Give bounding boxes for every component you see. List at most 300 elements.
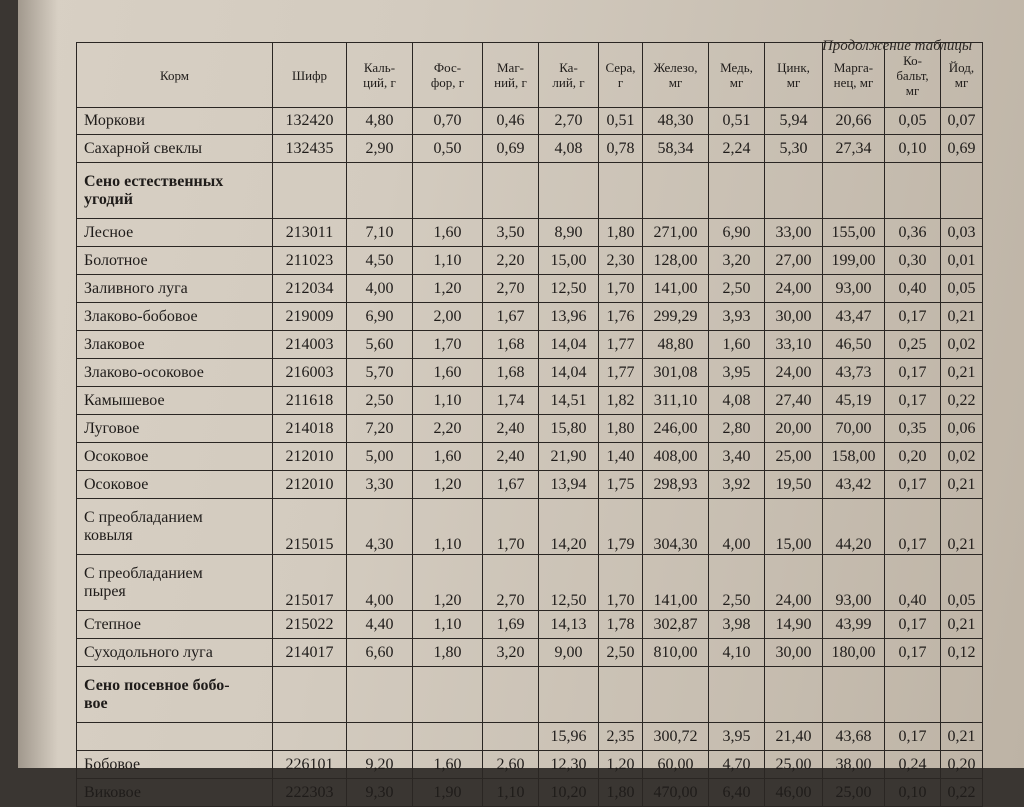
feed-name-cell [77,723,273,751]
value-cell: 2,70 [539,108,599,135]
value-cell: 0,17 [885,359,941,387]
value-cell: 20,66 [823,108,885,135]
value-cell [941,667,983,723]
feed-name-cell: Виковое [77,779,273,807]
table-row [77,443,983,471]
table-row [77,639,983,667]
table-row [77,331,983,359]
value-cell: 0,17 [885,303,941,331]
value-cell [413,723,483,751]
value-cell [347,667,413,723]
value-cell: 19,50 [765,471,823,499]
value-cell: 2,40 [483,415,539,443]
value-cell: 4,00 [347,555,413,611]
value-cell: 14,90 [765,611,823,639]
value-cell: 6,40 [709,779,765,807]
value-cell: 2,50 [709,555,765,611]
value-cell: 1,70 [483,499,539,555]
value-cell: 0,05 [941,555,983,611]
value-cell: 0,69 [941,135,983,163]
table-row [77,499,983,555]
value-cell: 25,00 [765,751,823,779]
value-cell [709,163,765,219]
value-cell: 60,00 [643,751,709,779]
value-cell: 0,17 [885,639,941,667]
value-cell: 21,40 [765,723,823,751]
column-header-4: Маг- ний, г [483,43,539,108]
value-cell: 13,96 [539,303,599,331]
value-cell: 0,69 [483,135,539,163]
value-cell: 1,77 [599,331,643,359]
value-cell: 199,00 [823,247,885,275]
table-body [77,108,983,807]
code-cell: 211023 [273,247,347,275]
value-cell: 155,00 [823,219,885,247]
value-cell: 1,10 [413,499,483,555]
value-cell: 5,60 [347,331,413,359]
table-row [77,779,983,807]
code-cell: 211618 [273,387,347,415]
value-cell: 0,10 [885,135,941,163]
column-header-6: Сера, г [599,43,643,108]
value-cell: 0,02 [941,443,983,471]
value-cell: 0,36 [885,219,941,247]
value-cell [823,667,885,723]
value-cell: 1,75 [599,471,643,499]
value-cell: 0,21 [941,499,983,555]
value-cell: 0,70 [413,108,483,135]
table-row [77,723,983,751]
value-cell: 43,68 [823,723,885,751]
value-cell: 1,70 [413,331,483,359]
value-cell: 48,30 [643,108,709,135]
value-cell: 1,60 [709,331,765,359]
feed-name-cell: Моркови [77,108,273,135]
code-cell: 214017 [273,639,347,667]
section-row [77,667,983,723]
column-header-1: Шифр [273,43,347,108]
value-cell: 0,51 [599,108,643,135]
section-title: Сено естественных угодий [77,163,273,219]
value-cell: 1,82 [599,387,643,415]
value-cell: 271,00 [643,219,709,247]
column-header-11: Ко- бальт, мг [885,43,941,108]
value-cell: 27,40 [765,387,823,415]
value-cell: 30,00 [765,303,823,331]
value-cell: 311,10 [643,387,709,415]
value-cell: 1,60 [413,219,483,247]
value-cell: 3,92 [709,471,765,499]
value-cell: 0,24 [885,751,941,779]
value-cell: 9,00 [539,639,599,667]
code-cell: 226101 [273,751,347,779]
value-cell: 3,95 [709,723,765,751]
value-cell: 0,22 [941,779,983,807]
value-cell: 3,95 [709,359,765,387]
feed-name-cell: Лесное [77,219,273,247]
table-header-row [77,43,983,108]
value-cell: 0,51 [709,108,765,135]
value-cell: 12,30 [539,751,599,779]
book-page [18,0,1024,801]
value-cell: 3,93 [709,303,765,331]
value-cell: 0,02 [941,331,983,359]
value-cell: 4,30 [347,499,413,555]
code-cell: 216003 [273,359,347,387]
page-spine-shadow [18,0,58,768]
value-cell: 20,00 [765,415,823,443]
value-cell: 2,40 [483,443,539,471]
value-cell: 5,94 [765,108,823,135]
feed-name-cell: Суходольного луга [77,639,273,667]
value-cell: 0,22 [941,387,983,415]
value-cell: 298,93 [643,471,709,499]
value-cell: 45,19 [823,387,885,415]
value-cell: 0,07 [941,108,983,135]
value-cell [413,163,483,219]
value-cell: 4,80 [347,108,413,135]
value-cell: 1,80 [413,639,483,667]
value-cell: 2,50 [347,387,413,415]
value-cell: 93,00 [823,275,885,303]
value-cell: 141,00 [643,275,709,303]
value-cell: 0,25 [885,331,941,359]
value-cell: 1,20 [599,751,643,779]
table-row [77,247,983,275]
code-cell: 132435 [273,135,347,163]
value-cell: 2,30 [599,247,643,275]
table-row [77,611,983,639]
value-cell: 9,30 [347,779,413,807]
value-cell: 4,00 [347,275,413,303]
value-cell: 43,73 [823,359,885,387]
value-cell: 14,04 [539,359,599,387]
value-cell: 33,10 [765,331,823,359]
column-header-9: Цинк, мг [765,43,823,108]
value-cell: 0,21 [941,359,983,387]
column-header-8: Медь, мг [709,43,765,108]
value-cell: 301,08 [643,359,709,387]
value-cell: 5,70 [347,359,413,387]
value-cell: 3,50 [483,219,539,247]
value-cell: 21,90 [539,443,599,471]
value-cell: 1,68 [483,331,539,359]
value-cell: 5,30 [765,135,823,163]
feed-mineral-table [76,42,983,807]
code-cell: 212034 [273,275,347,303]
value-cell: 3,20 [709,247,765,275]
value-cell: 24,00 [765,555,823,611]
value-cell [483,723,539,751]
table-row [77,359,983,387]
continuation-label: Продолжение таблицы [821,38,972,54]
value-cell: 0,21 [941,611,983,639]
value-cell: 27,00 [765,247,823,275]
value-cell: 2,90 [347,135,413,163]
value-cell: 1,79 [599,499,643,555]
code-cell: 219009 [273,303,347,331]
code-cell [273,723,347,751]
value-cell: 4,00 [709,499,765,555]
value-cell: 0,40 [885,555,941,611]
value-cell: 2,50 [709,275,765,303]
value-cell: 2,50 [599,639,643,667]
value-cell: 408,00 [643,443,709,471]
value-cell: 1,10 [413,611,483,639]
value-cell: 1,69 [483,611,539,639]
column-header-10: Марга- нец, мг [823,43,885,108]
value-cell: 1,20 [413,471,483,499]
value-cell: 10,20 [539,779,599,807]
value-cell: 15,80 [539,415,599,443]
value-cell: 1,70 [599,555,643,611]
value-cell: 1,74 [483,387,539,415]
section-row [77,163,983,219]
column-header-5: Ка- лий, г [539,43,599,108]
column-header-12: Йод, мг [941,43,983,108]
value-cell [765,163,823,219]
value-cell: 48,80 [643,331,709,359]
value-cell [347,163,413,219]
value-cell: 2,00 [413,303,483,331]
value-cell: 3,98 [709,611,765,639]
value-cell [539,163,599,219]
value-cell: 14,13 [539,611,599,639]
feed-name-cell: Камышевое [77,387,273,415]
value-cell: 6,90 [347,303,413,331]
value-cell: 93,00 [823,555,885,611]
feed-name-cell: Осоковое [77,443,273,471]
value-cell: 6,60 [347,639,413,667]
value-cell: 7,10 [347,219,413,247]
value-cell: 0,50 [413,135,483,163]
value-cell: 0,21 [941,303,983,331]
value-cell: 299,29 [643,303,709,331]
value-cell: 1,40 [599,443,643,471]
code-cell: 132420 [273,108,347,135]
code-cell: 213011 [273,219,347,247]
value-cell [539,667,599,723]
value-cell: 2,70 [483,555,539,611]
value-cell: 0,03 [941,219,983,247]
value-cell: 0,21 [941,723,983,751]
value-cell: 4,50 [347,247,413,275]
value-cell [643,163,709,219]
value-cell: 1,10 [413,247,483,275]
value-cell: 0,17 [885,611,941,639]
value-cell: 33,00 [765,219,823,247]
table-row [77,108,983,135]
value-cell [941,163,983,219]
value-cell: 0,30 [885,247,941,275]
value-cell: 1,80 [599,415,643,443]
value-cell: 7,20 [347,415,413,443]
value-cell [347,723,413,751]
value-cell: 1,67 [483,303,539,331]
value-cell: 1,60 [413,359,483,387]
value-cell: 0,78 [599,135,643,163]
value-cell: 46,50 [823,331,885,359]
column-header-0: Корм [77,43,273,108]
value-cell: 0,17 [885,387,941,415]
value-cell: 1,90 [413,779,483,807]
value-cell: 9,20 [347,751,413,779]
value-cell: 3,40 [709,443,765,471]
value-cell: 43,99 [823,611,885,639]
value-cell: 0,20 [885,443,941,471]
feed-name-cell: Злаковое [77,331,273,359]
value-cell: 4,10 [709,639,765,667]
table-row [77,303,983,331]
value-cell: 70,00 [823,415,885,443]
code-cell: 215015 [273,499,347,555]
table-row [77,387,983,415]
value-cell: 3,20 [483,639,539,667]
value-cell: 58,34 [643,135,709,163]
value-cell: 24,00 [765,275,823,303]
table-row [77,135,983,163]
value-cell: 1,76 [599,303,643,331]
value-cell: 0,21 [941,471,983,499]
feed-name-cell: Луговое [77,415,273,443]
value-cell: 43,47 [823,303,885,331]
value-cell [483,667,539,723]
value-cell: 0,20 [941,751,983,779]
value-cell: 14,51 [539,387,599,415]
value-cell: 15,00 [765,499,823,555]
value-cell: 1,70 [599,275,643,303]
code-cell: 222303 [273,779,347,807]
value-cell [885,163,941,219]
value-cell: 158,00 [823,443,885,471]
value-cell: 1,10 [483,779,539,807]
value-cell: 810,00 [643,639,709,667]
value-cell: 1,10 [413,387,483,415]
code-cell [273,163,347,219]
code-cell: 212010 [273,443,347,471]
value-cell [413,667,483,723]
value-cell: 0,05 [941,275,983,303]
value-cell [823,163,885,219]
value-cell: 1,60 [413,443,483,471]
value-cell: 1,20 [413,275,483,303]
value-cell: 14,20 [539,499,599,555]
value-cell: 300,72 [643,723,709,751]
value-cell: 15,00 [539,247,599,275]
value-cell: 14,04 [539,331,599,359]
value-cell: 2,20 [483,247,539,275]
code-cell: 215022 [273,611,347,639]
column-header-7: Железо, мг [643,43,709,108]
value-cell: 2,70 [483,275,539,303]
value-cell: 8,90 [539,219,599,247]
value-cell: 0,12 [941,639,983,667]
feed-name-cell: Осоковое [77,471,273,499]
value-cell: 0,10 [885,779,941,807]
value-cell: 2,20 [413,415,483,443]
column-header-2: Каль- ций, г [347,43,413,108]
column-header-3: Фос- фор, г [413,43,483,108]
value-cell: 141,00 [643,555,709,611]
value-cell: 15,96 [539,723,599,751]
value-cell: 2,60 [483,751,539,779]
value-cell: 3,30 [347,471,413,499]
value-cell: 302,87 [643,611,709,639]
feed-name-cell: Злаково-осоковое [77,359,273,387]
value-cell: 246,00 [643,415,709,443]
value-cell: 25,00 [823,779,885,807]
value-cell: 1,67 [483,471,539,499]
value-cell [599,667,643,723]
code-cell: 214003 [273,331,347,359]
value-cell: 0,01 [941,247,983,275]
table-row [77,555,983,611]
value-cell [643,667,709,723]
feed-name-cell: Степное [77,611,273,639]
value-cell: 1,80 [599,219,643,247]
feed-name-cell: Злаково-бобовое [77,303,273,331]
value-cell: 44,20 [823,499,885,555]
value-cell: 0,35 [885,415,941,443]
value-cell: 4,70 [709,751,765,779]
value-cell: 24,00 [765,359,823,387]
value-cell [765,667,823,723]
table-row [77,415,983,443]
value-cell: 1,80 [599,779,643,807]
value-cell: 1,68 [483,359,539,387]
feed-name-cell: С преобладанием ковыля [77,499,273,555]
code-cell [273,667,347,723]
value-cell [599,163,643,219]
value-cell: 180,00 [823,639,885,667]
value-cell: 4,08 [539,135,599,163]
value-cell: 4,08 [709,387,765,415]
code-cell: 212010 [273,471,347,499]
table-row [77,275,983,303]
value-cell: 0,17 [885,499,941,555]
value-cell: 6,90 [709,219,765,247]
feed-name-cell: Бобовое [77,751,273,779]
value-cell: 2,35 [599,723,643,751]
value-cell [709,667,765,723]
value-cell: 128,00 [643,247,709,275]
value-cell: 43,42 [823,471,885,499]
value-cell: 0,05 [885,108,941,135]
value-cell: 1,60 [413,751,483,779]
value-cell: 470,00 [643,779,709,807]
value-cell: 2,80 [709,415,765,443]
value-cell: 2,24 [709,135,765,163]
feed-name-cell: Болотное [77,247,273,275]
value-cell: 46,00 [765,779,823,807]
value-cell: 25,00 [765,443,823,471]
value-cell [885,667,941,723]
code-cell: 214018 [273,415,347,443]
value-cell: 0,17 [885,723,941,751]
value-cell: 0,06 [941,415,983,443]
value-cell: 304,30 [643,499,709,555]
value-cell: 12,50 [539,555,599,611]
value-cell: 27,34 [823,135,885,163]
code-cell: 215017 [273,555,347,611]
value-cell: 0,17 [885,471,941,499]
feed-name-cell: Сахарной свеклы [77,135,273,163]
value-cell: 4,40 [347,611,413,639]
value-cell: 1,78 [599,611,643,639]
value-cell: 30,00 [765,639,823,667]
value-cell: 5,00 [347,443,413,471]
feed-name-cell: С преобладанием пырея [77,555,273,611]
